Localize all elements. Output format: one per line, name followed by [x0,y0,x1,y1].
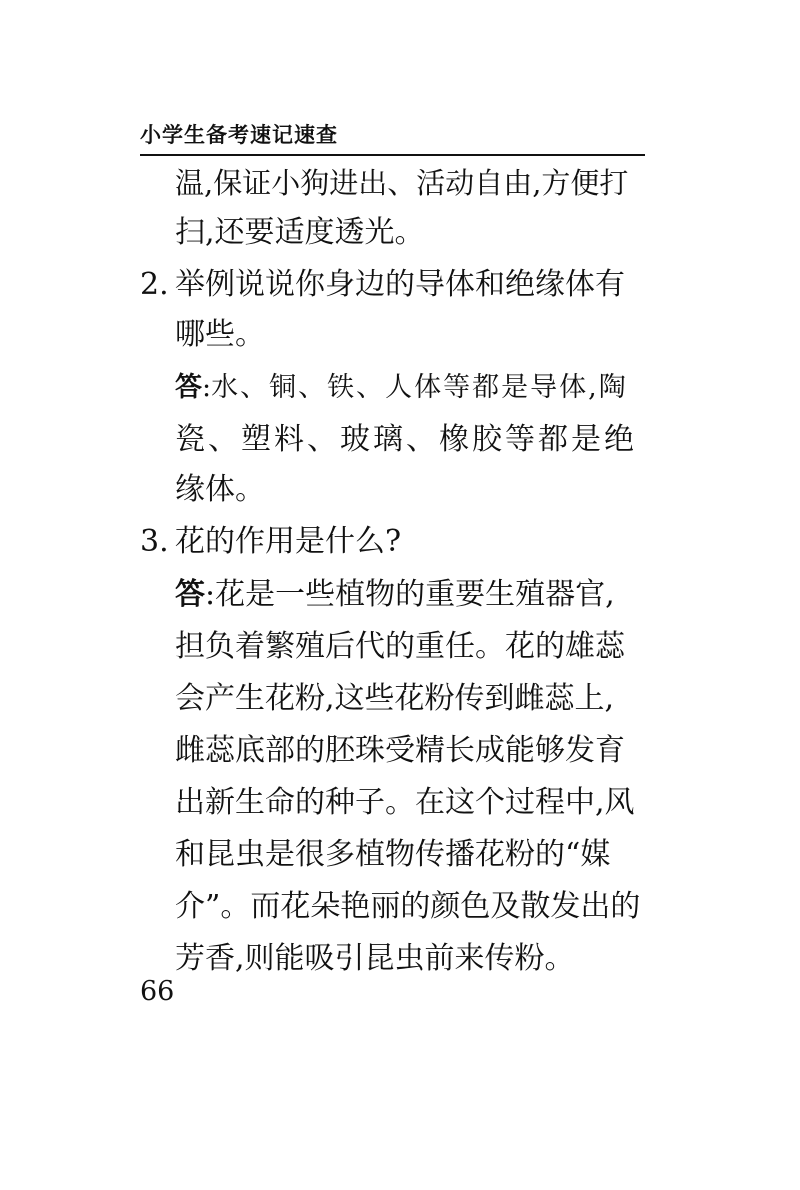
answer-line [175,575,640,615]
answer-line [175,783,635,823]
answer-line [175,420,640,460]
answer-line [175,627,625,667]
book-title: 小学生备考速记速查 [140,123,338,147]
question-line [175,522,401,562]
body-text: 温,保证小狗进出、活动自由,方便打 [175,166,629,200]
question-text: 花的作用是什么? [175,524,402,559]
answer-text: 瓷、塑料、玻璃、橡胶等都是绝 [175,422,637,457]
answer-line [175,470,265,510]
answer-line [175,887,640,927]
answer-text: 介”。而花朵艳丽的颜色及散发出的 [175,889,641,924]
body-text: 扫,还要适度透光。 [175,215,425,250]
question-number: 3. [140,524,169,559]
body-line [175,213,425,253]
question-number: 2. [140,267,169,302]
answer-colon: : [202,372,212,403]
answer-text: 出新生命的种子。在这个过程中,风 [175,785,635,820]
answer-label: 答 [175,372,202,403]
answer-text: 担负着繁殖后代的重任。花的雄蕊 [175,629,625,664]
answer-text: 缘体。 [175,472,265,507]
body-line [175,163,640,203]
answer-line [175,835,610,875]
answer-text: 花是一些植物的重要生殖器官, [215,577,615,612]
answer-text: 会产生花粉,这些花粉传到雌蕊上, [175,681,615,716]
answer-text: 芳香,则能吸引昆虫前来传粉。 [175,941,575,976]
page-number: 66 [140,976,175,1007]
answer-line [175,368,640,408]
answer-text: 水、铜、铁、人体等都是导体,陶 [211,372,628,403]
question-text: 举例说说你身边的导体和绝缘体有 [175,267,625,302]
answer-line [175,939,575,979]
answer-line [175,679,614,719]
question-text: 哪些。 [175,317,265,352]
running-header [140,118,645,156]
answer-text: 雌蕊底部的胚珠受精长成能够发育 [175,733,625,768]
answer-line [175,731,625,771]
answer-colon: : [205,577,216,612]
answer-label: 答 [175,577,205,612]
question-line [175,265,640,305]
question-line [175,315,265,355]
answer-text: 和昆虫是很多植物传播花粉的“媒 [175,837,611,872]
